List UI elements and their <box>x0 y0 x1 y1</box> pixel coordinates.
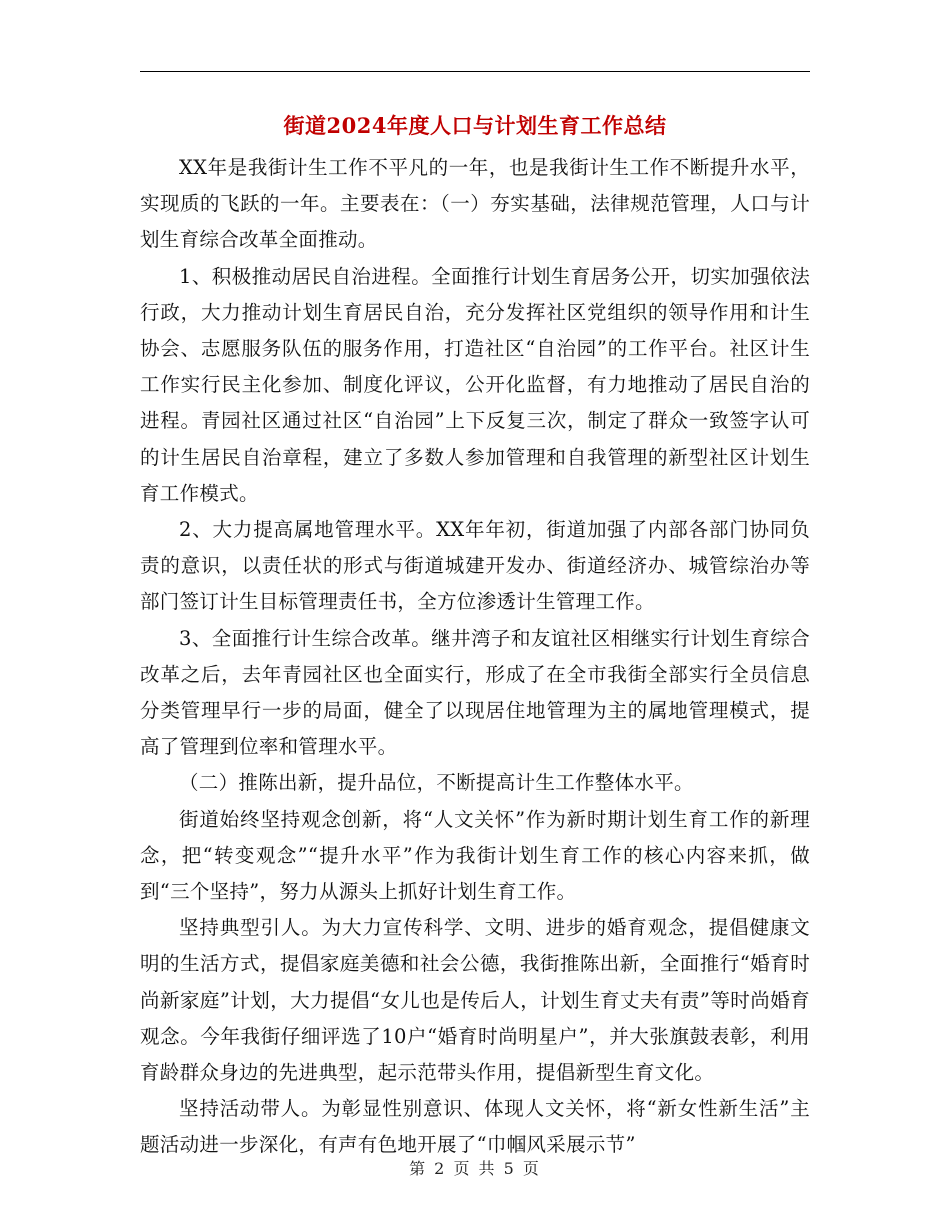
paragraph-concept: 街道始终坚持观念创新，将“人文关怀”作为新时期计划生育工作的新理念，把“转变观念”“提升水平”作为我街计划生育工作的核心内容来抓，做到“三个坚持”，努力从源头上抓好计划生育工作。 <box>140 807 810 904</box>
page-number: 第 2 页 共 5 页 <box>409 1159 541 1178</box>
paragraph-intro: XX年是我街计生工作不平凡的一年，也是我街计生工作不断提升水平，实现质的飞跃的一年。主要表在：（一）夯实基础，法律规范管理，人口与计划生育综合改革全面推动。 <box>140 156 810 252</box>
document-title: 街道2024年度人口与计划生育工作总结 <box>283 113 667 138</box>
paragraph-activities: 坚持活动带人。为彰显性别意识、体现人文关怀，将“新女性新生活”主题活动进一步深化，有声有色地开展了“巾帼风采展示节” <box>140 1097 810 1157</box>
paragraph-typical-examples: 坚持典型引人。为大力宣传科学、文明、进步的婚育观念，提倡健康文明的生活方式，提倡家庭美德和社会公德，我街推陈出新，全面推行“婚育时尚新家庭”计划，大力提倡“女儿也是传后人，计划生育丈夫有责”等时尚婚育观念。今年我街仔细评选了10户“婚育时尚明星户”，并大张旗鼓表彰，利用育龄群众身边的先进典型，起示范带头作用，提倡新型生育文化。 <box>140 916 810 1085</box>
paragraph-item-2: 2、大力提高属地管理水平。XX年年初，街道加强了内部各部门协同负责的意识，以责任状的形式与街道城建开发办、街道经济办、城管综治办等部门签订计生目标管理责任书，全方位渗透计生管理工作。 <box>140 518 810 614</box>
paragraph-item-3: 3、全面推行计生综合改革。继井湾子和友谊社区相继实行计划生育综合改革之后，去年青园社区也全面实行，形成了在全市我街全部实行全员信息分类管理早行一步的局面，健全了以现居住地管理为主的属地管理模式，提高了管理到位率和管理水平。 <box>140 626 810 759</box>
section-heading-2: （二）推陈出新，提升品位，不断提高计生工作整体水平。 <box>179 771 694 795</box>
paragraph-item-1: 1、积极推动居民自治进程。全面推行计划生育居务公开，切实加强依法行政，大力推动计划生育居民自治，充分发挥社区党组织的领导作用和计生协会、志愿服务队伍的服务作用，打造社区“自治园”的工作平台。社区计生工作实行民主化参加、制度化评议，公开化监督，有力地推动了居民自治的进程。青园社区通过社区“自治园”上下反复三次，制定了群众一致签字认可的计生居民自治章程，建立了多数人参加管理和自我管理的新型社区计划生育工作模式。 <box>140 264 810 505</box>
document-body <box>140 150 810 1164</box>
header-rule <box>140 71 810 72</box>
